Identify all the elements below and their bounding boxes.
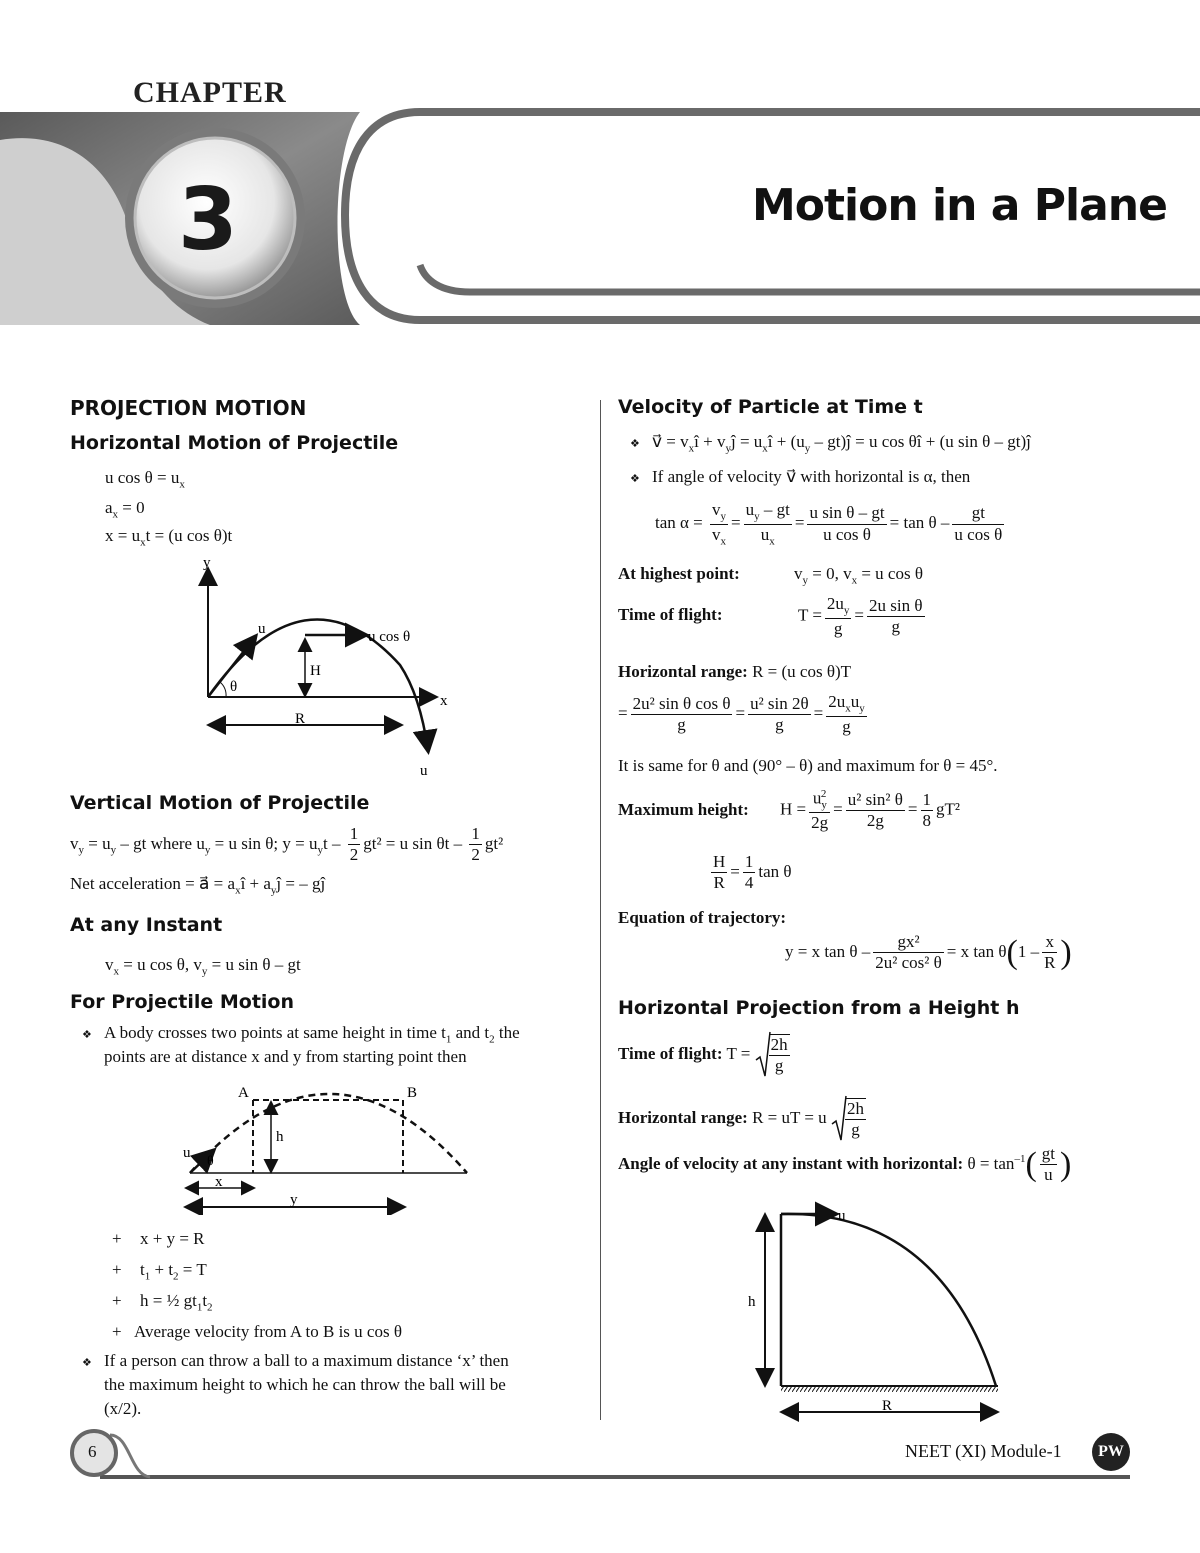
h-over-r: $\frac{H}{R}$ = $\frac{1}{4}$ tan θ [713,852,792,893]
chapter-number: 3 [178,170,238,270]
fig1-label-theta: θ [230,679,238,695]
chapter-header [0,0,1200,330]
time-of-flight: Time of flight: T = $\frac{2u_y}{g}$ = $\frac{\text{2u sin θ}}{g}$ [618,594,923,638]
fig2-label-u: u [183,1145,191,1161]
fig2-label-x: x [215,1174,223,1190]
fig3-label-R: R [882,1398,893,1414]
highest-point: At highest point: $v_y = 0$, $v_x = u$ cos θ [618,564,923,587]
left-paren-glyph: ( [1006,933,1018,971]
fig1-label-y: y [203,555,211,571]
right-paren-glyph: ) [1060,1145,1072,1183]
right-paren-glyph: ) [1060,933,1072,971]
fig1-label-ucos: u cos θ [368,629,411,645]
chapter-word: CHAPTER [133,76,287,109]
projectile-bullet-1-line-2: points are at distance x and y from starting point then [104,1047,467,1066]
pw-logo [1092,1433,1130,1471]
chapter-title: Motion in a Plane [752,180,1167,231]
fig2-label-B: B [407,1085,418,1101]
projectile-item-1: + x + y = R [112,1229,205,1248]
projectile-item-4: + Average velocity from A to B is u cos θ [112,1322,402,1341]
footer [0,1425,1200,1485]
trajectory-eq: y = x tan θ – $\frac{\text{gx²}}{\text{2u² cos² θ}}$ = x tan θ(1 – $\frac{x}{R}$ ) [785,932,1072,973]
horizontal-heading: Horizontal Motion of Projectile [70,432,399,454]
column-divider [600,400,601,1420]
fig3-label-h: h [748,1294,756,1310]
velocity-heading: Velocity of Particle at Time t [618,396,923,418]
points-ab-figure [175,1075,485,1215]
fig1-label-H: H [310,663,321,679]
horizontal-eq-1: u $\cos \theta = u_x$ [105,468,185,491]
module-name: NEET (XI) Module-1 [905,1441,1062,1461]
hp-time-of-flight: Time of flight: T = $\frac{2h}{g}$ [618,1030,793,1080]
fig2-label-h: h [276,1129,284,1145]
diamond-bullet-icon: ❖ [630,473,640,485]
projectile-item-2: + $t_1 + t_2 = T$ [112,1260,207,1283]
fig2-label-y: y [290,1192,298,1208]
vertical-eq-b: Net acceleration = a⃗ = $a_xî$ + $a_yĵ$ = – gĵ [70,874,326,897]
projectile-bullet-2-line-1: ❖ If a person can throw a ball to a maximum distance ‘x’ then [82,1351,509,1370]
range-note: It is same for θ and (90° – θ) and maximum for θ = 45°. [618,756,998,775]
projectile-bullet-2-line-2: the maximum height to which he can throw the ball will be [104,1375,506,1394]
projectile-bullet-1-line-1: ❖ A body crosses two points at same height in time $t_1$ and $t_2$ the [82,1023,520,1046]
trajectory-label: Equation of trajectory: [618,908,787,927]
left-paren-glyph: ( [1025,1145,1037,1183]
chapter-banner-graphic [0,0,1200,330]
instant-heading: At any Instant [70,914,223,936]
horizontal-eq-2: $a_x = 0$ [105,498,145,521]
fig1-label-u: u [258,621,266,637]
max-height: Maximum height: H = $\frac{u_y^2}{2g}$ = $\frac{\text{u² sin² θ}}{2g}$ = $\frac{1}{8}$ gT² [618,788,960,833]
velocity-eq: ❖ v⃗ = $v_xî$ + $v_yĵ$ = $u_xî + (u_y$ – gt)ĵ = u cos θî + (u sin θ – gt)ĵ [630,432,1031,455]
projectile-heading: For Projectile Motion [70,991,295,1013]
fig2-label-theta: θ [207,1154,214,1169]
diamond-bullet-icon: ❖ [82,1357,92,1369]
section-heading: PROJECTION MOTION [70,396,307,420]
vertical-heading: Vertical Motion of Projectile [70,792,370,814]
vertical-eq-a: $v_y = u_y$ – gt where $u_y = u$ sin θ; $y = u_yt$ – $\frac{1}{2}$ gt² = u sin θt – $\frac{1}{2}$ gt² [70,824,504,865]
fig1-label-R: R [295,711,306,727]
horizontal-eq-3: $x = u_xt = (u$ cos θ)t [105,526,233,549]
range-label: Horizontal range: R = (u cos θ)T [618,662,852,681]
pw-logo-text: PW [1098,1443,1124,1460]
page-number: 6 [88,1442,97,1461]
angle-line: ❖ If angle of velocity v⃗ with horizontal is α, then [630,467,971,486]
fig1-label-x: x [440,693,448,709]
hp-range: Horizontal range: R = uT = u $\frac{2h}{g}$ [618,1094,869,1144]
horizontal-projection-heading: Horizontal Projection from a Height h [618,997,1020,1019]
instant-eq: $v_x = u$ cos θ, $v_y = u$ sin θ – gt [105,955,301,978]
fig1-label-u-bottom: u [420,763,428,779]
height-projection-figure [740,1200,1030,1430]
projectile-figure [190,555,470,785]
diamond-bullet-icon: ❖ [82,1029,92,1041]
range-eq: = $\frac{\text{2u² sin θ cos θ}}{g}$ = $\frac{\text{u² sin 2θ}}{g}$ = $\frac{2u_xu_y}{g}$ [618,692,865,736]
hp-angle: Angle of velocity at any instant with horizontal: $\theta = \tan^{-1}$( $\frac{gt}{u}$ ) [618,1144,1072,1185]
projectile-item-3: + h = ½ $gt_1t_2$ [112,1291,213,1314]
fig2-label-A: A [238,1085,249,1101]
projectile-bullet-2-line-3: (x/2). [104,1399,142,1418]
tan-alpha-eq: tan α = $\frac{v_y}{v_x}$ = $\frac{u_y - gt}{u_x}$ = $\frac{\text{u sin θ – gt}}{\text{u cos θ}}$ = tan θ – $\frac{gt}{\text{u cos θ}}$ [655,500,1003,547]
diamond-bullet-icon: ❖ [630,438,640,450]
fig3-label-u: u [838,1208,846,1224]
